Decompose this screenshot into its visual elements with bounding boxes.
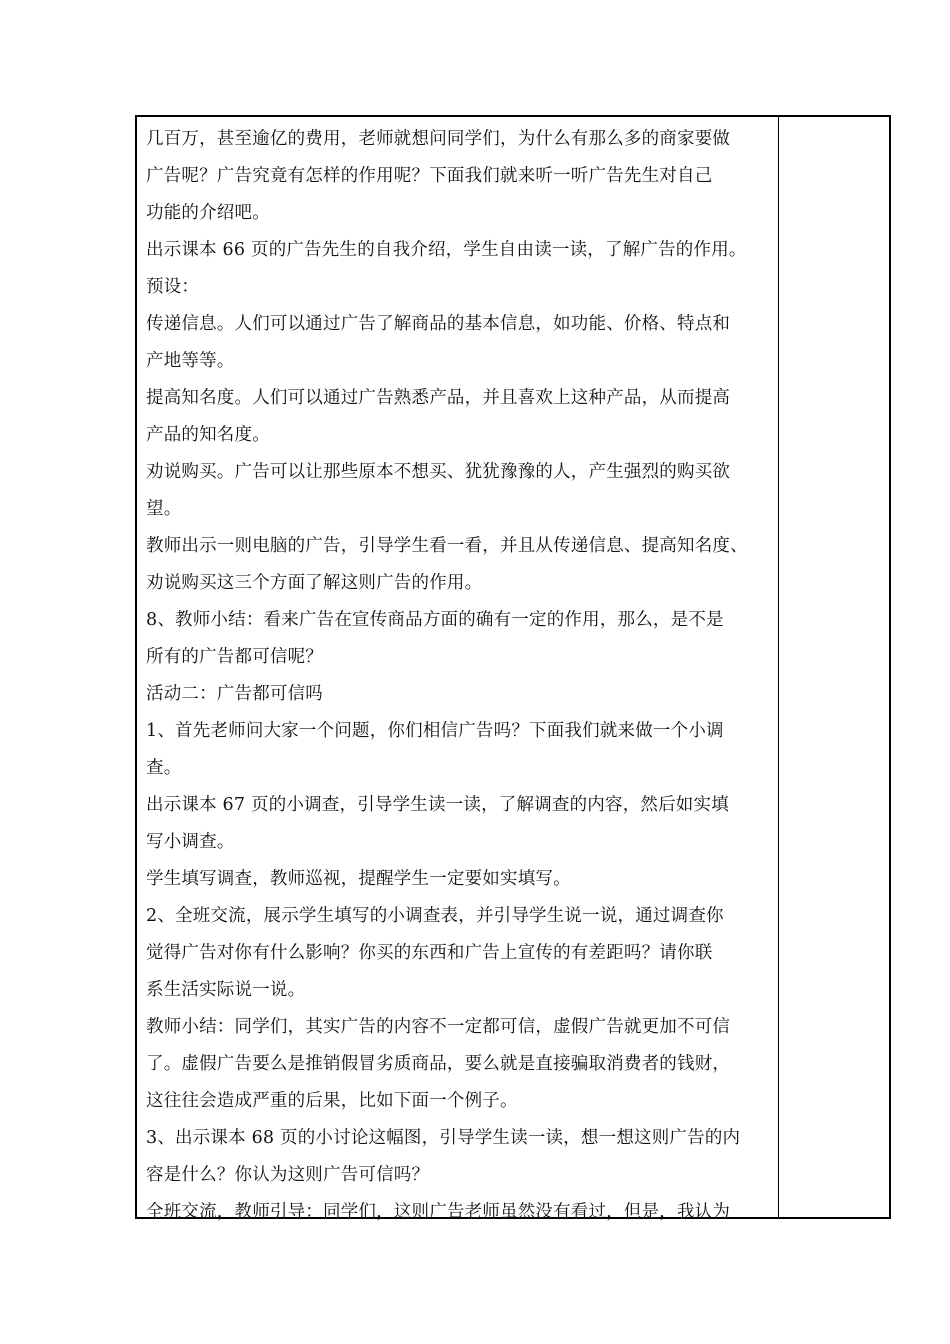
- text-line: 系生活实际说一说。: [146, 980, 306, 1000]
- text-line: 教师出示一则电脑的广告，引导学生看一看，并且从传递信息、提高知名度、: [146, 536, 748, 556]
- text-line: 3、出示课本 68 页的小讨论这幅图，引导学生读一读，想一想这则广告的内: [146, 1128, 741, 1148]
- text-line: 容是什么？你认为这则广告可信吗？: [146, 1165, 430, 1185]
- text-line: 了。虚假广告要么是推销假冒劣质商品，要么就是直接骗取消费者的钱财，: [146, 1054, 731, 1074]
- text-line: 8、教师小结：看来广告在宣传商品方面的确有一定的作用，那么，是不是: [146, 610, 724, 630]
- text-line: 预设：: [146, 277, 200, 297]
- text-line: 这往往会造成严重的后果，比如下面一个例子。: [146, 1091, 518, 1111]
- text-line: 产品的知名度。: [146, 425, 270, 445]
- text-line: 觉得广告对你有什么影响？你买的东西和广告上宣传的有差距吗？请你联: [146, 943, 713, 963]
- text-line: 劝说购买。广告可以让那些原本不想买、犹犹豫豫的人，产生强烈的购买欲: [146, 462, 731, 482]
- text-line: 写小调查。: [146, 832, 235, 852]
- text-line: 产地等等。: [146, 351, 235, 371]
- column-divider: [778, 117, 779, 1217]
- text-line: 传递信息。人们可以通过广告了解商品的基本信息，如功能、价格、特点和: [146, 314, 731, 334]
- text-line: 查。: [146, 758, 182, 778]
- text-line: 活动二：广告都可信吗: [146, 684, 323, 704]
- text-line: 出示课本 66 页的广告先生的自我介绍，学生自由读一读，了解广告的作用。: [146, 240, 747, 260]
- text-line: 提高知名度。人们可以通过广告熟悉产品，并且喜欢上这种产品，从而提高: [146, 388, 731, 408]
- text-line: 1、首先老师问大家一个问题，你们相信广告吗？下面我们就来做一个小调: [146, 721, 724, 741]
- text-line: 2、全班交流，展示学生填写的小调查表，并引导学生说一说，通过调查你: [146, 906, 724, 926]
- text-line: 学生填写调查，教师巡视，提醒学生一定要如实填写。: [146, 869, 571, 889]
- text-line: 广告呢？广告究竟有怎样的作用呢？下面我们就来听一听广告先生对自己: [146, 166, 713, 186]
- text-line: 所有的广告都可信呢？: [146, 647, 323, 667]
- text-line: 功能的介绍吧。: [146, 203, 270, 223]
- text-line: 出示课本 67 页的小调查，引导学生读一读，了解调查的内容，然后如实填: [146, 795, 729, 815]
- text-line: 几百万，甚至逾亿的费用，老师就想问同学们，为什么有那么多的商家要做: [146, 129, 731, 149]
- lesson-plan-table: [135, 115, 891, 1222]
- text-line: 望。: [146, 499, 182, 519]
- text-line: 教师小结：同学们，其实广告的内容不一定都可信，虚假广告就更加不可信: [146, 1017, 731, 1037]
- lesson-text-cell: [146, 121, 772, 1231]
- text-line: 劝说购买这三个方面了解这则广告的作用。: [146, 573, 483, 593]
- notes-cell: [780, 117, 889, 1217]
- text-line: 全班交流，教师引导：同学们，这则广告老师虽然没有看过，但是，我认为: [146, 1202, 731, 1222]
